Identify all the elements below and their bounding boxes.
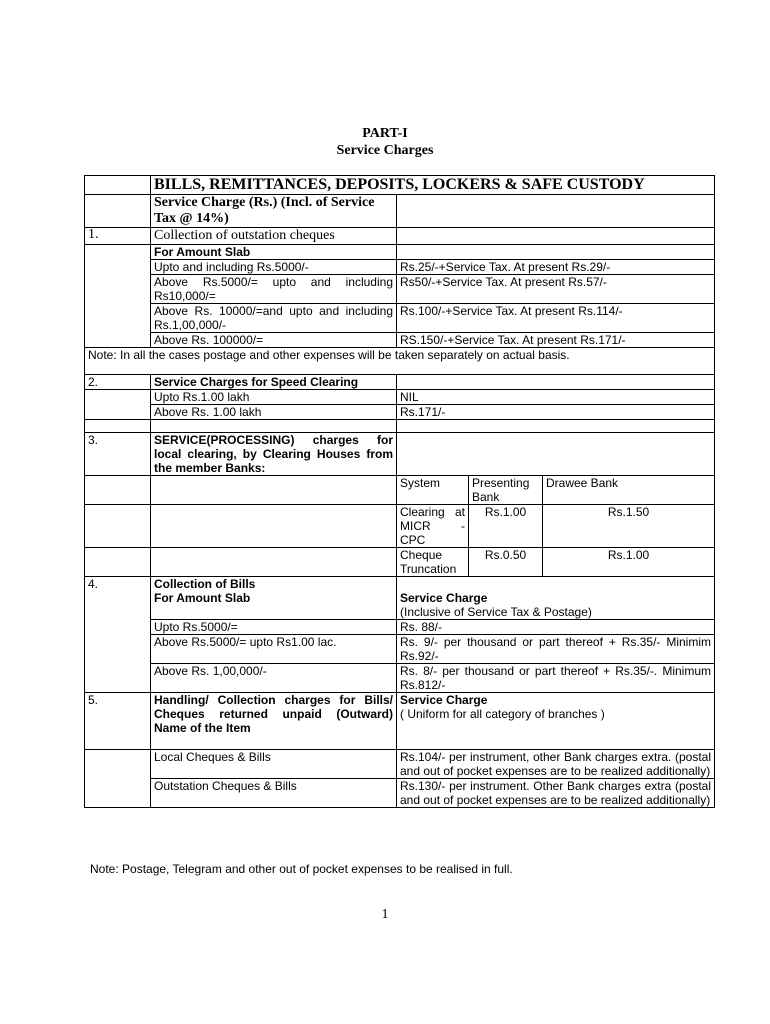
section-number: 4. bbox=[85, 577, 151, 693]
table-row bbox=[85, 476, 715, 505]
spacer-row bbox=[85, 420, 715, 433]
charge-sublabel: ( Uniform for all category of branches ) bbox=[400, 707, 605, 721]
system-cell: Clearing at MICR - CPC bbox=[397, 505, 469, 548]
charge-cell: Rs. 88/- bbox=[397, 620, 715, 635]
system-cell: Cheque Truncation bbox=[397, 548, 469, 577]
table-heading-row bbox=[85, 176, 715, 195]
empty-cell bbox=[151, 505, 397, 548]
page-subtitle: Service Charges bbox=[336, 143, 434, 158]
section-title bbox=[151, 433, 397, 476]
table-row bbox=[85, 620, 715, 635]
section-number: 1. bbox=[85, 228, 151, 245]
slab-cell: Above Rs. 100000/= bbox=[151, 333, 397, 348]
presenting-cell: Rs.1.00 bbox=[469, 505, 543, 548]
empty-cell bbox=[397, 433, 715, 476]
table-row bbox=[85, 505, 715, 548]
slab-cell: Above Rs. 10000/=and upto and including Rs.1,00,000/- bbox=[151, 304, 397, 333]
empty-cell bbox=[397, 245, 715, 260]
charge-cell: Rs.25/-+Service Tax. At present Rs.29/- bbox=[397, 260, 715, 275]
table-row bbox=[85, 333, 715, 348]
section-2-title-row bbox=[85, 375, 715, 390]
drawee-cell: Rs.1.50 bbox=[543, 505, 715, 548]
charge-label: Service Charge bbox=[400, 591, 488, 605]
section-title: Collection of Bills bbox=[154, 577, 256, 591]
section-title: Handling/ Collection charges for Bills/ Cheques returned unpaid (Outward) Name of the Item bbox=[151, 693, 397, 750]
charge-header-cell bbox=[397, 693, 715, 750]
table-row bbox=[85, 260, 715, 275]
slab-cell: Upto and including Rs.5000/- bbox=[151, 260, 397, 275]
empty-cell bbox=[151, 420, 397, 433]
charge-cell: Rs.171/- bbox=[397, 405, 715, 420]
drawee-cell: Rs.1.00 bbox=[543, 548, 715, 577]
note-row bbox=[85, 348, 715, 375]
empty-cell bbox=[397, 228, 715, 245]
slab-cell: Upto Rs.1.00 lakh bbox=[151, 390, 397, 405]
table-heading: BILLS, REMITTANCES, DEPOSITS, LOCKERS & SAFE CUSTODY bbox=[151, 176, 715, 195]
section-title-cell bbox=[151, 577, 397, 620]
charge-cell: Rs.104/- per instrument, other Bank charges extra. (postal and out of pocket expenses are to be realized additionally) bbox=[397, 750, 715, 779]
empty-cell bbox=[397, 375, 715, 390]
charge-cell: Rs.100/-+Service Tax. At present Rs.114/- bbox=[397, 304, 715, 333]
empty-cell bbox=[85, 548, 151, 577]
table-row bbox=[85, 779, 715, 808]
charge-cell: NIL bbox=[397, 390, 715, 405]
charge-cell: RS.150/-+Service Tax. At present Rs.171/- bbox=[397, 333, 715, 348]
section-number: 2. bbox=[85, 375, 151, 390]
table-row bbox=[85, 750, 715, 779]
charge-cell: Rs50/-+Service Tax. At present Rs.57/- bbox=[397, 275, 715, 304]
table-row bbox=[85, 548, 715, 577]
slab-cell: Above Rs. 1,00,000/- bbox=[151, 664, 397, 693]
slab-cell: Upto Rs.5000/= bbox=[151, 620, 397, 635]
section-3-title-row bbox=[85, 433, 715, 476]
empty-cell bbox=[85, 195, 151, 228]
slab-cell: Above Rs. 1.00 lakh bbox=[151, 405, 397, 420]
table-row bbox=[85, 635, 715, 664]
empty-cell bbox=[85, 420, 151, 433]
header-presenting-bank: Presenting Bank bbox=[469, 476, 543, 505]
header-system: System bbox=[397, 476, 469, 505]
item-cell: Outstation Cheques & Bills bbox=[151, 779, 397, 808]
charge-cell: Rs. 8/- per thousand or part thereof + Rs.35/-. Minimum Rs.812/- bbox=[397, 664, 715, 693]
section-number: 5. bbox=[85, 693, 151, 750]
charge-header-cell bbox=[397, 577, 715, 620]
service-charges-table bbox=[84, 175, 715, 808]
service-charge-heading: Service Charge (Rs.) (Incl. of Service Tax @ 14%) bbox=[151, 195, 397, 228]
charge-sublabel: (Inclusive of Service Tax & Postage) bbox=[400, 605, 592, 619]
table-row bbox=[85, 245, 715, 260]
empty-cell bbox=[151, 476, 397, 505]
empty-cell bbox=[397, 195, 715, 228]
page-title: PART-I bbox=[362, 126, 408, 141]
section-title: Service Charges for Speed Clearing bbox=[151, 375, 397, 390]
section-title-suffix: : bbox=[261, 461, 266, 475]
table-row bbox=[85, 390, 715, 405]
section-number: 3. bbox=[85, 433, 151, 476]
section-title: Collection of outstation cheques bbox=[151, 228, 397, 245]
empty-cell bbox=[85, 176, 151, 195]
section-note: Note: In all the cases postage and other expenses will be taken separately on actual basis. bbox=[85, 348, 715, 375]
header-drawee-bank: Drawee Bank bbox=[543, 476, 715, 505]
empty-cell bbox=[85, 245, 151, 348]
slab-label: For Amount Slab bbox=[151, 245, 397, 260]
empty-cell bbox=[85, 476, 151, 505]
empty-cell bbox=[397, 420, 715, 433]
empty-cell bbox=[151, 548, 397, 577]
slab-cell: Above Rs.5000/= upto and including Rs10,000/= bbox=[151, 275, 397, 304]
table-row bbox=[85, 405, 715, 420]
charge-cell: Rs.130/- per instrument. Other Bank charges extra (postal and out of pocket expenses are to be realized additionally) bbox=[397, 779, 715, 808]
page-number: 1 bbox=[381, 907, 389, 922]
presenting-cell: Rs.0.50 bbox=[469, 548, 543, 577]
section-5-title-row bbox=[85, 693, 715, 750]
charge-label: Service Charge bbox=[400, 693, 488, 707]
slab-cell: Above Rs.5000/= upto Rs1.00 lac. bbox=[151, 635, 397, 664]
empty-cell bbox=[85, 390, 151, 420]
charge-cell: Rs. 9/- per thousand or part thereof + Rs.35/- Minimim Rs.92/- bbox=[397, 635, 715, 664]
section-title-text: SERVICE(PROCESSING) charges for local clearing, by Clearing Houses from the member Banks bbox=[154, 433, 393, 475]
empty-cell bbox=[85, 505, 151, 548]
section-4-title-row bbox=[85, 577, 715, 620]
service-charge-heading-row bbox=[85, 195, 715, 228]
empty-cell bbox=[85, 750, 151, 808]
table-row bbox=[85, 275, 715, 304]
slab-label: For Amount Slab bbox=[154, 591, 251, 605]
table-row bbox=[85, 664, 715, 693]
footer-note: Note: Postage, Telegram and other out of pocket expenses to be realised in full. bbox=[90, 862, 513, 876]
table-row bbox=[85, 304, 715, 333]
section-1-title-row bbox=[85, 228, 715, 245]
item-cell: Local Cheques & Bills bbox=[151, 750, 397, 779]
